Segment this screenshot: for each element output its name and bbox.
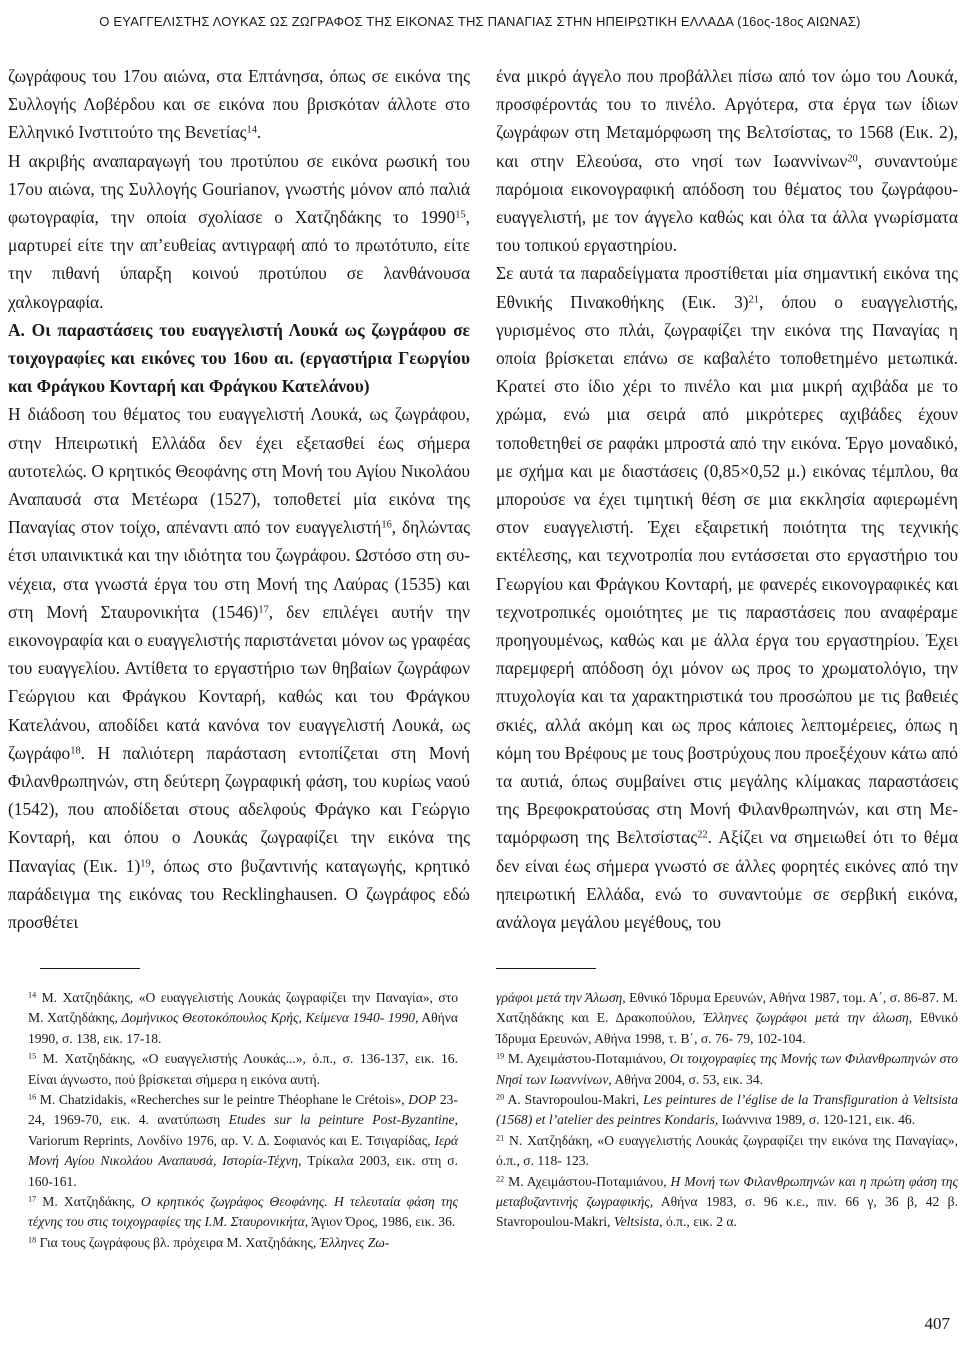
footnote-ref[interactable]: 17 bbox=[258, 604, 269, 616]
footnote-ref[interactable]: 16 bbox=[381, 519, 392, 531]
footnote-22: $^{22}$ Μ. Αχειμάστου-Ποταμιάνου, Η Μονή των Φιλανθρωπηνών και η πρώτη φάση της μεταβυζαντινής ζωγραφικής, Αθήνα 1983, σ. 96 κ.ε., πιν. 66 γ, 36 β, 42 β. Stavropoulou-Makri, Veltsista, ό.π., εικ. 2 α. bbox=[496, 1173, 959, 1230]
footnotes-right bbox=[496, 988, 958, 1233]
footnote-divider bbox=[496, 968, 596, 969]
footnote-ref[interactable]: 18 bbox=[70, 745, 81, 757]
footnote-18: $^{18}$ Για τους ζωγράφους βλ. πρόχειρα Μ. Χατζηδάκης, Έλληνες Ζω- bbox=[28, 1234, 390, 1250]
footnote-15: $^{15}$ Μ. Χατζηδάκης, «Ο ευαγγελιστής Λουκάς...», ό.π., σ. 136-137, εικ. 16. Είναι άγνωστο, πού βρίσκεται σήμερα η εικόνα αυτή. bbox=[28, 1051, 458, 1087]
paragraph: ζωγράφους του 17ου αιώνα, στα Επτάνησα, όπως σε εικόνα της Συλλογής Λοβέρδου και σε εικόνα που βρισκόταν άλλοτε στο Ελληνικό Ινστιτούτο της Βενετίας$^{14}$. bbox=[8, 66, 470, 143]
left-column bbox=[8, 62, 470, 936]
footnote-17: $^{17}$ Μ. Χατζηδάκης, Ο κρητικός ζωγράφος Θεοφάνης. Η τελευταία φάση της τέχνης του στις τοιχογραφίες της Ι.Μ. Σταυρονικήτα, Άγιον Όρος, 1986, εικ. 36. bbox=[28, 1194, 458, 1230]
paragraph: Η ακριβής αναπαραγωγή του προτύπου σε εικόνα ρωσική του 17ου αιώνα, της Συλλογής Gourianov, γνωστής μόνον από παλιά φωτογραφία, την οποία σχολίασε ο Χατζηδάκης το 1990$^{15}$, μαρτυρεί είτε την απ’ευθείας αντιγραφή από το πρωτότυπο, είτε την πιθανή ύπαρξη κοινού προτύπου σε λανθάνουσα χαλκογραφία. bbox=[8, 150, 470, 312]
section-heading: Α. Οι παραστάσεις του ευαγγελιστή Λουκά ως ζωγράφου σε τοιχογραφίες και εικόνες του 16ου αι. (εργαστήρια Γεωργίου και Φράγκου Κονταρή και Φράγκου Κατελάνου) bbox=[8, 319, 470, 397]
page-number: 407 bbox=[924, 1314, 950, 1333]
paragraph: Σε αυτά τα παραδείγματα προστίθεται μία σημαντική εικόνα της Εθνικής Πινακοθήκης (Εικ. 3)$^{21}$, όπου ο ευαγγελιστής, γυρισμένος στο πλάι, ζωγραφίζει την εικόνα της Παναγίας η οποία βρίσκεται επάνω σε καβαλέτο τοποθετημένο μετωπικά. Κρατεί στο ίδιο χέρι το πινέλο και μια μικρή αχιβάδα με το χρώμα, ενώ μια σειρά από μικρότερες αχιβάδες έχουν τοποθετηθεί σε ραφάκι μπροστά από την εικόνα. Έργο μοναδικό, με σχήμα και με διαστάσεις (0,85×0,52 μ.) εικόνας τέμπλου, θα μπορούσε να έχει τιμητική θέση σε μια εκκλησία αφιερωμένη στον ευαγγελιστή. Έχει εξαιρετική ποιότητα της τεχνικής εκτέλεσης, και τεχνοτροπία που εντάσσεται στο εργαστήριο του Γεωργίου και Φράγκου Κονταρή, με φανερές εικονογραφικές και τεχνοτροπικές ομοιότητες με τις παραστάσεις που αναφέραμε προηγουμένως, καθώς και με άλλα έργα του εργαστηρίου. Έχει παρεμφερή απόδοση όχι μόνον ως προς το χρωματολόγιο, την πτυχολογία και τα χαρακτηριστικά του προσώπου με τις βαθειές σκιές, αλλά ακόμη και ως προς κάποιες λεπτομέρειες, όπως η κόμη του Βρέφους με τους βοστρύχους που προεξέχουν κάτω από τα αυτιά, όπως συμβαίνει στις μεγάλης κλίμακας παραστάσεις της Βρεφοκρατούσας στη Μονή Φιλανθρωπηνών, και στη Μεταμόρφωση της Βελτσίστας$^{22}$. Αξίζει να σημειωθεί ότι το θέμα δεν είναι έως σήμερα γνωστό σε άλλες φορητές εικόνες από την ηπειρωτική Ελλάδα, ενώ το συναντούμε σε σερβική εικόνα, ανάλογα μεγάλου μεγέθους, του bbox=[496, 263, 959, 933]
footnote-ref[interactable]: 22 bbox=[697, 829, 708, 841]
footnote-ref[interactable]: 14 bbox=[246, 124, 257, 136]
footnote-ref[interactable]: 20 bbox=[847, 152, 858, 164]
footnote-19: $^{19}$ Μ. Αχειμάστου-Ποταμιάνου, Οι τοιχογραφίες της Μονής των Φιλανθρωπηνών στο Νησί των Ιωαννίνων, Αθήνα 2004, σ. 53, εικ. 34. bbox=[496, 1051, 958, 1087]
paragraph: ένα μικρό άγγελο που προβάλλει πίσω από τον ώμο του Λουκά, προσφέροντάς του το πινέλο. Αργότερα, στα έργα των ίδιων ζωγράφων στη Μεταμόρφωση της Βελτσίστας, το 1568 (Εικ. 2), και στην Ελεούσα, στο νησί των Ιωαννίνων$^{20}$, συναντούμε παρόμοια εικονογραφική απόδοση του θέματος του ζωγράφου-ευαγγελιστή, με τον άγγελο καθώς και όλα τα άλλα γνωρίσματα του τοπικού εργαστηρίου. bbox=[496, 66, 958, 256]
footnotes-left bbox=[28, 988, 458, 1253]
right-column bbox=[496, 62, 958, 936]
footnote-ref[interactable]: 19 bbox=[140, 857, 151, 869]
footnote-20: $^{20}$ A. Stavropoulou-Makri, Les peintures de l’église de la Transfiguration à Veltsista (1568) et l’atelier des peintres Kondaris, Ιωάννινα 1989, σ. 120-121, εικ. 46. bbox=[496, 1092, 958, 1128]
footnote-divider bbox=[40, 968, 140, 969]
footnote-18-continued: γράφοι μετά την Άλωση, Εθνικό Ίδρυμα Ερευνών, Αθήνα 1987, τομ. Α΄, σ. 86-87. Μ. Χατζηδάκης και Ε. Δρακοπούλου, Έλληνες ζωγράφοι μετά την άλωση, Εθνικό Ίδρυμα Ερευνών, Αθήνα 1998, τ. Β΄, σ. 76- 79, 102-104. bbox=[496, 990, 958, 1046]
footnote-16: $^{16}$ M. Chatzidakis, «Recherches sur le peintre Théophane le Crétois», DOP 23-24, 1969-70, εικ. 4. ανατύπωση Etudes sur la peinture Post-Byzantine, Variorum Reprints, Λονδίνο 1976, αρ. V. Δ. Σοφιανός και Ε. Τσιγαρίδας, Ιερά Μονή Αγίου Νικολάου Αναπαυσά, Ιστορία-Τέχνη, Τρίκαλα 2003, εικ. στη σ. 160-161. bbox=[28, 1092, 458, 1189]
paragraph: Η διάδοση του θέματος του ευαγγελιστή Λουκά, ως ζωγράφου, στην Ηπειρωτική Ελλάδα δεν έχει εξετασθεί έως σήμερα αυτοτελώς. Ο κρητικός Θεοφάνης στη Μονή του Αγίου Νικολάου Αναπαυσά στα Μετέωρα (1527), τοποθετεί μία εικόνα της Παναγίας στον τοίχο, απέναντι από τον ευαγγελιστή$^{16}$, δηλώντας έτσι υπαινικτικά και την ιδιότητα του ζωγράφου. Ωστόσο στη συνέχεια, στα γνωστά έργα του στη Μονή της Λαύρας (1535) και στη Μονή Σταυρονικήτα $(1546)^{17}$, δεν επιλέγει αυτήν την εικονογραφία και ο ευαγγελιστής παριστάνεται μόνον ως γραφέας του ευαγγελίου. Αντίθετα το εργαστήριο των θηβαίων ζωγράφων Γεώργιου και Φράγκου Κονταρή, καθώς και του Φράγκου Κατελάνου, αποδίδει κατά κανόνα τον ευαγγελιστή Λουκά, ως ζωγράφο$^{18}$. Η παλιότερη παράσταση εντοπίζεται στη Μονή Φιλανθρωπηνών, στη δεύτερη ζωγραφική φάση, του κυρίως ναού (1542), που αποδίδεται στους αδελφούς Φράγκο και Γεώργιο Κονταρή, και όπου ο Λουκάς ζωγραφίζει την εικόνα της Παναγίας (Εικ. 1)$^{19}$, όπως στο βυζαντινής καταγωγής, κρητικό παράδειγμα της εικόνας του Recklinghausen. Ο ζωγράφος εδώ προσθέτει bbox=[8, 404, 471, 933]
running-header: Ο ΕΥΑΓΓΕΛΙΣΤΗΣ ΛΟΥΚΑΣ ΩΣ ΖΩΓΡΑΦΟΣ ΤΗΣ ΕΙΚΟΝΑΣ ΤΗΣ ΠΑΝΑΓΙΑΣ ΣΤΗΝ ΗΠΕΙΡΩΤΙΚΗ ΕΛΛΑΔΑ (16ος-18ος ΑΙΩΝΑΣ) bbox=[99, 14, 861, 29]
footnote-ref[interactable]: 21 bbox=[748, 293, 760, 305]
footnote-21: $^{21}$ Ν. Χατζηδάκη, «Ο ευαγγελιστής Λουκάς ζωγραφίζει την εικόνα της Παναγίας», ό.π., σ. 118- 123. bbox=[496, 1132, 958, 1169]
footnote-ref[interactable]: 15 bbox=[455, 209, 466, 221]
footnote-14: $^{14}$ Μ. Χατζηδάκης, «Ο ευαγγελιστής Λουκάς ζωγραφίζει την Παναγία», στο Μ. Χατζηδάκης, Δομήνικος Θεοτοκόπουλος Κρής, Κείμενα 1940- 1990, Αθήνα 1990, σ. 138, εικ. 17-18. bbox=[28, 990, 458, 1046]
